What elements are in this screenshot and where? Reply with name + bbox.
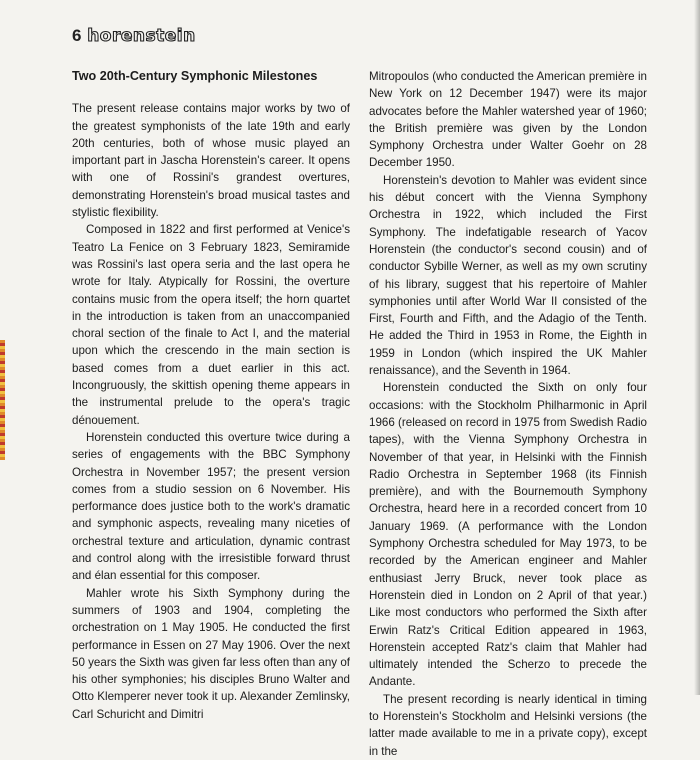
paragraph: Mahler wrote his Sixth Symphony during the summers of 1903 and 1904, completing the orchestration on 1 May 1905. He conducted the first performance in Essen on 27 May 1906. Over the next 50 years the Sixth was given far less often than any of his other symphonies; his disciples Bruno Walter and Otto Klemperer never took it up. Alexander Zemlinsky, Carl Schuricht and Dimitri (72, 586, 350, 721)
paragraph: Composed in 1822 and first performed at Venice's Teatro La Fenice on 3 February 1823, Semiramide was Rossini's last opera seria and the last opera he wrote for Italy. Atypically for Rossini, the overture contains music from the opera itself; the horn quartet in the introduction is taken from an unaccompanied choral section of the finale to Act I, and the material upon which the crescendo in the main section is based comes from a duet earlier in this act. Incongruously, the skittish opening theme appears in the instrumental prelude to the opera's tragic dénouement. (72, 223, 350, 427)
article-title: Two 20th-Century Symphonic Milestones (72, 69, 318, 83)
paragraph: Horenstein's devotion to Mahler was evident since his début concert with the Vienna Symphony Orchestra in 1922, which included the First Symphony. The indefatigable research of Yacov Horenstein (the conductor's second cousin) and of conductor Sybille Werner, as well as my own scrutiny of his library, suggest that his repertoire of Mahler symphonies until after World War II consisted of the First, Fourth and Fifth, and the Adagio of the Tenth. He added the Third in 1953 in Rome, the Eighth in 1959 in London (which inspired the UK Mahler renaissance), and the Seventh in 1964. (369, 173, 647, 378)
running-head (72, 26, 196, 46)
paragraph: The present release contains major works by two of the greatest symphonists of the late 19th and early 20th centuries, both of whose music played an important part in Jascha Horenstein's career. It opens with one of Rossini's grandest overtures, demonstrating Horenstein's broad musical tastes and stylistic flexibility. (72, 102, 350, 220)
paragraph: Mitropoulos (who conducted the American première in New York on 12 December 1947) were its major advocates before the Mahler watershed year of 1960; the British première was given by the London Symphony Orchestra under Walter Goehr on 28 December 1950. (369, 70, 647, 170)
page-number: 6 (72, 26, 82, 45)
right-column (369, 68, 647, 760)
paragraph: The present recording is nearly identical in timing to Horenstein's Stockholm and Helsinki versions (the latter made available to me in a private copy), except in the (369, 692, 647, 758)
brand-wordmark: horenstein (87, 26, 196, 46)
paragraph: Horenstein conducted the Sixth on only four occasions: with the Stockholm Philharmonic in April 1966 (released on record in 1975 from Swedish Radio tapes), with the Vienna Symphony Orchestra in November of that year, in Helsinki with the Finnish Radio Orchestra in September 1968 (its Finnish première), and with the Bournemouth Symphony Orchestra, heard here in a recorded concert from 10 January 1969. (A performance with the London Symphony Orchestra scheduled for May 1973, to be recorded by the American engineer and Mahler enthusiast Jerry Bruck, never took place as Horenstein died in London on 2 April of that year.) Like most conductors who performed the Sixth after Erwin Ratz's Critical Edition appeared in 1963, Horenstein accepted Ratz's claim that Mahler had ultimately intended the Scherzo to precede the Andante. (369, 381, 647, 689)
color-calibration-strip (0, 340, 5, 460)
page-edge-shadow (694, 0, 700, 695)
paragraph: Horenstein conducted this overture twice during a series of engagements with the BBC Symphony Orchestra in November 1957; the present version comes from a studio session on 6 November. His performance does justice both to the work's dramatic and symphonic aspects, revealing many niceties of orchestral texture and articulation, dynamic contrast and control along with the irresistible forward thrust and élan essential for this composer. (72, 430, 350, 583)
left-column (72, 68, 350, 723)
